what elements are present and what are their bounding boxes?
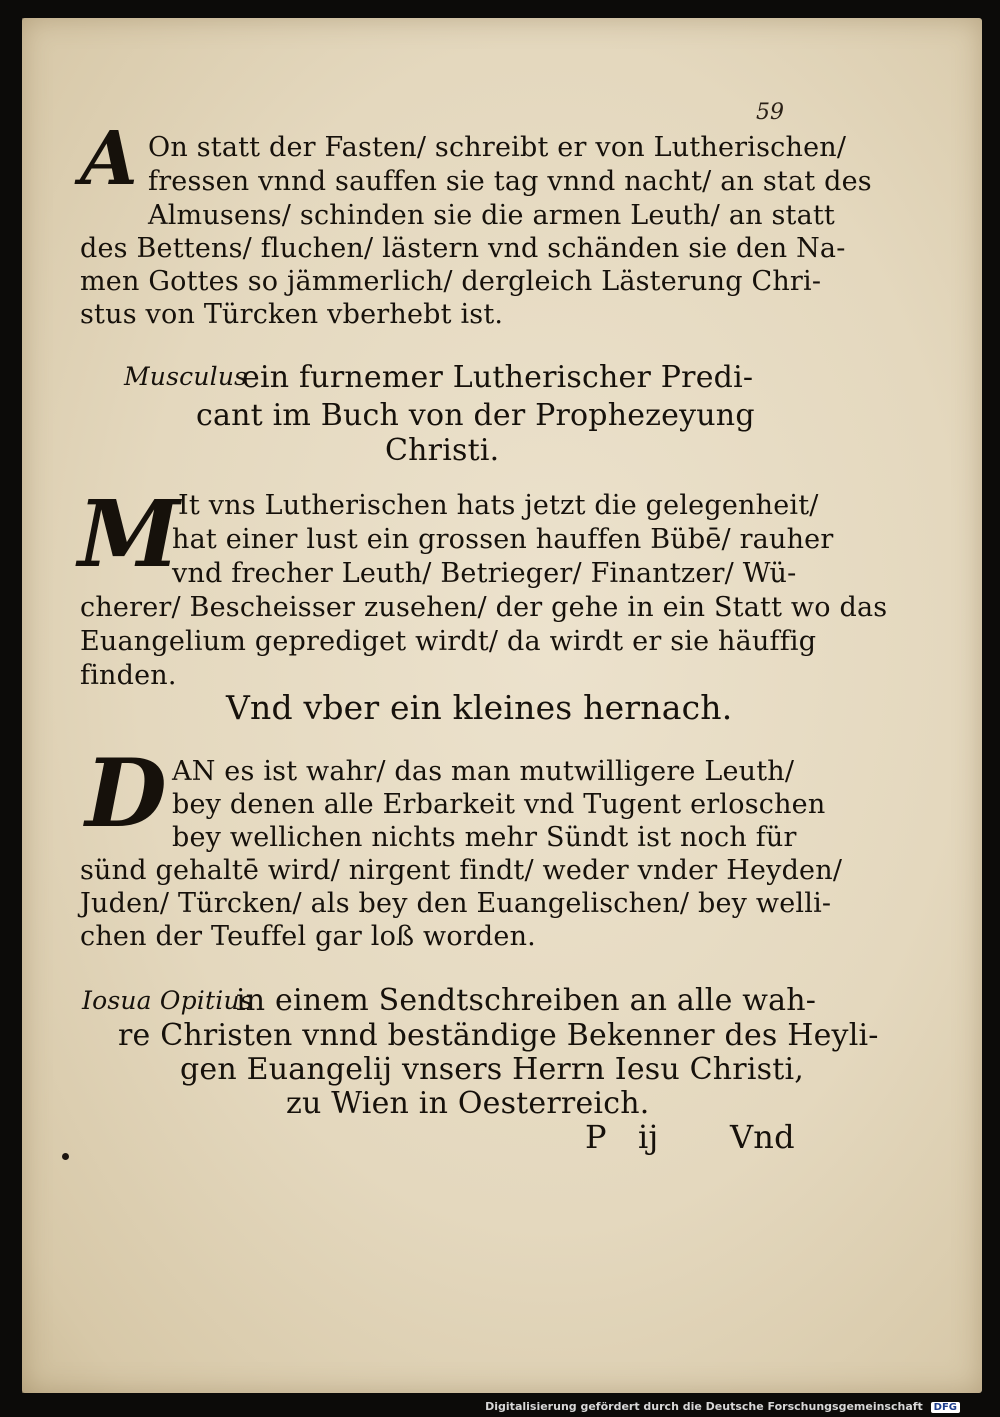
paragraph-3-line-1: AN es ist wahr/ das man mutwilligere Leuth/ bbox=[172, 756, 795, 787]
heading-2-line-3: gen Euangelij vnsers Herrn Iesu Christi, bbox=[180, 1052, 805, 1087]
paragraph-3-line-4: sünd gehaltē wird/ nirgent findt/ weder vnder Heyden/ bbox=[80, 855, 843, 886]
paragraph-3-line-3: bey wellichen nichts mehr Sündt ist noch für bbox=[172, 822, 797, 853]
heading-1-line-3: Christi. bbox=[385, 433, 500, 468]
paragraph-1-line-5: men Gottes so jämmerlich/ dergleich Lästerung Chri- bbox=[80, 266, 822, 297]
heading-2-latin-name: Iosua Opitius bbox=[82, 986, 253, 1015]
paragraph-2-line-1: It vns Lutherischen hats jetzt die gelegenheit/ bbox=[178, 490, 819, 521]
decorative-initial-d: D bbox=[85, 739, 167, 849]
decorative-initial-m: M bbox=[78, 480, 180, 588]
paragraph-2-line-2: hat einer lust ein grossen hauffen Bübē/ rauher bbox=[172, 524, 834, 555]
heading-2-line-2: re Christen vnnd beständige Bekenner des Heyli- bbox=[118, 1018, 879, 1053]
page-number: 59 bbox=[756, 100, 784, 125]
paragraph-1-line-6: stus von Türcken vberhebt ist. bbox=[80, 299, 504, 330]
paragraph-1-line-4: des Bettens/ fluchen/ lästern vnd schänden sie den Na- bbox=[80, 233, 846, 264]
signature-number: ij bbox=[638, 1118, 659, 1156]
paragraph-2-line-5: Euangelium geprediget wirdt/ da wirdt er sie häuffig bbox=[80, 626, 817, 657]
digitization-credit-text: Digitalisierung gefördert durch die Deutsche Forschungsgemeinschaft bbox=[485, 1400, 923, 1413]
paragraph-3-line-2: bey denen alle Erbarkeit vnd Tugent erloschen bbox=[172, 789, 826, 820]
dfg-logo: DFG bbox=[931, 1402, 960, 1413]
paragraph-2-line-3: vnd frecher Leuth/ Betrieger/ Finantzer/ Wü- bbox=[172, 558, 797, 589]
paragraph-2-line-6: finden. bbox=[80, 660, 177, 691]
decorative-initial-a: A bbox=[80, 116, 138, 202]
paragraph-3-line-6: chen der Teuffel gar loß worden. bbox=[80, 921, 536, 952]
catchword: Vnd bbox=[730, 1118, 795, 1156]
ink-speck bbox=[62, 1153, 69, 1160]
paragraph-1-line-1: On statt der Fasten/ schreibt er von Lutherischen/ bbox=[148, 132, 847, 163]
heading-2-line-4: zu Wien in Oesterreich. bbox=[286, 1086, 650, 1121]
subheading: Vnd vber ein kleines hernach. bbox=[226, 688, 733, 727]
paragraph-1-line-2: fressen vnnd sauffen sie tag vnnd nacht/ an stat des bbox=[148, 166, 872, 197]
digitization-credit bbox=[485, 1400, 960, 1413]
heading-2-line-1: in einem Sendtschreiben an alle wah- bbox=[236, 983, 817, 1018]
paragraph-3-line-5: Juden/ Türcken/ als bey den Euangelischen/ bey welli- bbox=[80, 888, 832, 919]
paragraph-2-line-4: cherer/ Bescheisser zusehen/ der gehe in ein Statt wo das bbox=[80, 592, 888, 623]
heading-1-latin-name: Musculus bbox=[124, 362, 248, 391]
heading-1-line-2: cant im Buch von der Prophezeyung bbox=[196, 398, 755, 433]
signature-mark: P bbox=[585, 1118, 607, 1156]
heading-1-line-1: ein furnemer Lutherischer Predi- bbox=[242, 360, 754, 395]
paragraph-1-line-3: Almusens/ schinden sie die armen Leuth/ an statt bbox=[148, 200, 835, 231]
